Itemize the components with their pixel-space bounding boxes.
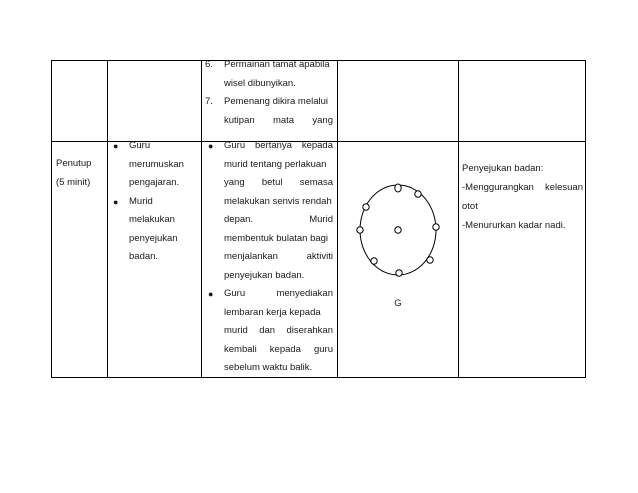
activity-line: murid tentang perlakuan: [224, 158, 327, 170]
activity-line: melakukan senvis rendah: [224, 195, 332, 207]
activity-line: [224, 248, 333, 267]
content-line: melakukan: [129, 214, 175, 225]
activity-steps-list: [205, 56, 333, 130]
step-text-line: Permainan tamat apabila: [224, 59, 330, 70]
teacher-marker: [395, 227, 401, 233]
activity-line: lembaran kerja kepada: [224, 306, 321, 318]
column-divider-2: [201, 60, 202, 378]
step-text-line: wisel dibunyikan.: [224, 77, 296, 89]
notes-line: [462, 178, 583, 197]
content-line: pengajaran.: [129, 177, 180, 188]
activity-word: kepada: [269, 343, 301, 355]
content-line: merumuskan: [129, 158, 184, 170]
activity-line: [224, 341, 333, 360]
notes-cell: [462, 159, 583, 235]
activity-word: dan: [259, 325, 276, 336]
student-marker: [395, 184, 401, 192]
step-word: kutipan: [224, 114, 255, 126]
bullet-icon: ●: [208, 141, 214, 151]
activity-word: yang: [224, 177, 245, 188]
notes-word: kelesuan: [544, 182, 583, 193]
student-marker: [433, 224, 439, 230]
student-marker: [363, 204, 369, 210]
activity-word: diserahkan: [286, 325, 333, 336]
activity-item: [205, 285, 333, 378]
stage-name: Penutup: [56, 158, 92, 169]
student-marker: [427, 257, 433, 263]
activity-word: bertanya: [254, 140, 292, 151]
bullet-icon: ●: [113, 196, 119, 207]
notes-line: otot: [462, 201, 478, 212]
activity-word: Murid: [309, 214, 333, 225]
activity-word: kepada: [301, 140, 333, 151]
activity-line: membentuk bulatan bagi: [224, 232, 329, 244]
activity-word: depan.: [224, 214, 254, 225]
table-right-border: [585, 60, 586, 378]
teacher-label: G: [394, 298, 402, 309]
activity-line: [224, 285, 333, 304]
activity-word: Guru: [224, 288, 246, 299]
circle-formation-diagram: [337, 141, 458, 377]
step-word: mata: [272, 114, 295, 126]
content-line: Guru: [129, 140, 151, 151]
activity-word: guru: [313, 343, 333, 355]
activity-list: [205, 137, 333, 378]
content-item: [110, 137, 198, 193]
activity-word: menyediakan: [276, 288, 333, 299]
student-marker: [396, 270, 402, 276]
step-text-line: [224, 112, 333, 131]
activity-step: [205, 93, 333, 130]
content-line: badan.: [129, 251, 159, 262]
bullet-icon: ●: [113, 141, 119, 151]
activity-word: aktiviti: [306, 251, 333, 262]
column-divider-4: [458, 60, 459, 378]
stage-duration: (5 minit): [56, 176, 91, 188]
step-word: yang: [312, 114, 333, 126]
activity-line: [224, 322, 333, 341]
activity-step: [205, 56, 333, 93]
notes-line: -Menururkan kadar nadi.: [462, 220, 566, 231]
activity-line: penyejukan badan.: [224, 269, 305, 281]
activity-word: Guru: [224, 140, 246, 151]
student-marker: [371, 258, 377, 264]
step-number: 6.: [205, 59, 213, 70]
content-list: [110, 137, 198, 267]
activity-line: [224, 137, 333, 156]
content-line: Murid: [129, 195, 153, 207]
student-marker: [415, 191, 421, 197]
activity-word: semasa: [299, 177, 333, 188]
activity-cell: [205, 137, 333, 378]
notes-word: -Menggurangkan: [462, 182, 534, 193]
notes-line: Penyejukan badan:: [462, 163, 544, 174]
activity-word: betul: [261, 177, 283, 188]
activity-line: [224, 211, 333, 230]
content-line: penyejukan: [129, 232, 178, 244]
content-item: [110, 193, 198, 267]
student-marker: [357, 227, 363, 233]
activity-line: sebelum waktu balik.: [224, 362, 313, 373]
table-left-border: [51, 60, 52, 378]
bullet-icon: ●: [208, 289, 214, 299]
activity-item: [205, 137, 333, 285]
step-text-line: Pemenang dikira melalui: [224, 96, 329, 107]
content-cell: [110, 137, 198, 267]
column-divider-1: [107, 60, 108, 378]
activity-word: murid: [224, 325, 248, 336]
activity-word: kembali: [224, 343, 257, 355]
student-markers: [357, 184, 439, 276]
stage-cell: [56, 155, 106, 192]
activity-word: menjalankan: [224, 251, 278, 262]
activity-line: [224, 174, 333, 193]
step-number: 7.: [205, 96, 213, 107]
